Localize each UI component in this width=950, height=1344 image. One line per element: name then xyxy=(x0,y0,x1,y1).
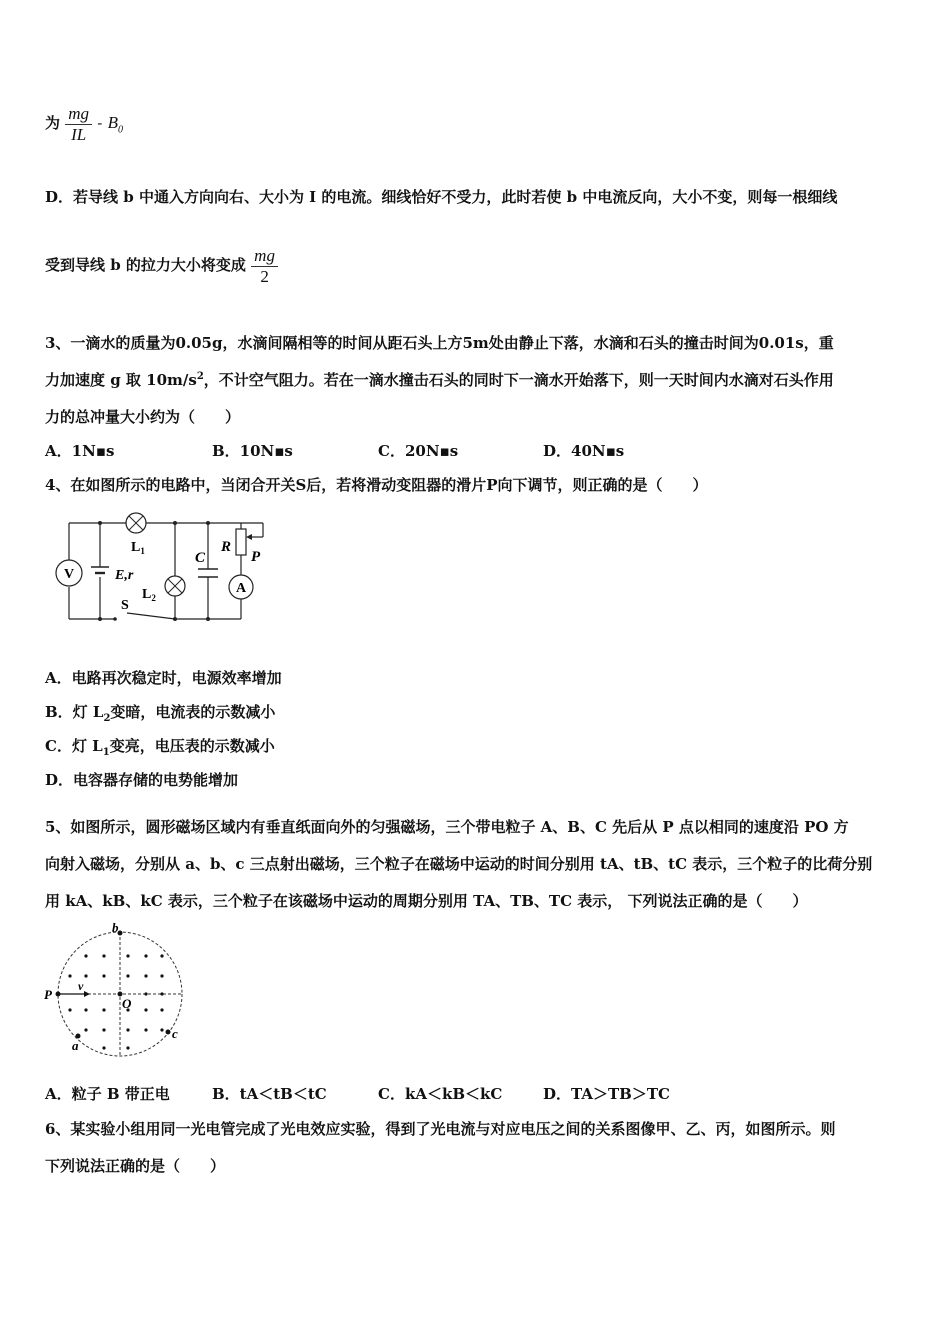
lamp-l1-label: $L_1$ xyxy=(131,540,145,556)
q4-option-c: C．灯 $L_1$变亮，电压表的示数减小 xyxy=(45,737,275,758)
q3-option-a: A．1N▪s xyxy=(45,442,115,460)
exit-c-marker xyxy=(166,1030,171,1035)
fraction-numerator: mg xyxy=(251,246,278,267)
q2-option-d-line2 xyxy=(45,246,278,286)
fraction-mg-over-il xyxy=(65,104,92,144)
slider-arrow-icon xyxy=(246,534,252,540)
label-o: O xyxy=(122,996,132,1011)
capacitor-label: C xyxy=(195,550,206,566)
b0-symbol: $B_0$ xyxy=(107,113,123,136)
q3-option-d: D．40N▪s xyxy=(543,442,625,460)
switch-contact-icon xyxy=(113,617,117,621)
velocity-arrow-icon xyxy=(84,991,90,997)
q5-stem-line1: 5、如图所示，圆形磁场区域内有垂直纸面向外的匀强磁场，三个带电粒子 A、B、C 先后从 P 点以相同的速度沿 PO 方 xyxy=(45,818,849,836)
q3-option-b: B．10N▪s xyxy=(212,442,293,460)
q2-option-d-text: 受到导线 b 的拉力大小将变成 xyxy=(45,256,246,275)
q5-option-c: C．kA＜kB＜kC xyxy=(378,1085,503,1103)
q6-stem-line2: 下列说法正确的是（ ） xyxy=(45,1157,226,1175)
q5-option-b: B．tA＜tB＜tC xyxy=(212,1085,327,1103)
q2-prefix: 为 xyxy=(45,114,61,133)
q4-stem: 4、在如图所示的电路中，当闭合开关S后，若将滑动变阻器的滑片P向下调节，则正确的是（ ） xyxy=(45,476,708,494)
q3-stem-line2: 力加速度 g 取 $10m/s^2$，不计空气阻力。若在一滴水撞击石头的同时下一滴水开始落下，则一天时间内水滴对石头作用 xyxy=(45,371,834,389)
q5-option-d: D．TA＞TB＞TC xyxy=(543,1085,670,1103)
q4-option-a: A．电路再次稳定时，电源效率增加 xyxy=(45,669,282,687)
label-c: c xyxy=(172,1026,178,1041)
emf-label: E,r xyxy=(115,568,134,583)
q6-stem-line1: 6、某实验小组用同一光电管完成了光电效应实验，得到了光电流与对应电压之间的关系图像甲、乙、丙，如图所示。则 xyxy=(45,1120,836,1138)
q3-stem-line1: 3、一滴水的质量为0.05g，水滴间隔相等的时间从距石头上方5m处由静止下落，水滴和石头的撞击时间为0.01s，重 xyxy=(45,334,834,352)
lamp-l2-label: $L_2$ xyxy=(142,587,156,603)
resistor-label: R xyxy=(221,539,232,555)
rheostat-icon xyxy=(236,529,246,555)
label-b: b xyxy=(112,920,119,935)
fraction-mg-over-2 xyxy=(251,246,278,286)
fraction-denominator: IL xyxy=(71,124,87,144)
q5-option-a: A．粒子 B 带正电 xyxy=(45,1085,170,1103)
q2-answer-expression xyxy=(45,104,123,144)
voltmeter-label: V xyxy=(63,567,75,582)
q5-stem-line2: 向射入磁场，分别从 a、b、c 三点射出磁场，三个粒子在磁场中运动的时间分别用 tA、tB、tC 表示，三个粒子的比荷分别 xyxy=(45,855,873,873)
q5-stem-line3: 用 kA、kB、kC 表示，三个粒子在该磁场中运动的周期分别用 TA、TB、TC 表示， 下列说法正确的是（ ） xyxy=(45,892,808,910)
label-p: P xyxy=(44,987,52,1002)
q4-circuit-diagram xyxy=(45,505,285,630)
field-dot-grid xyxy=(68,954,163,1049)
label-a: a xyxy=(72,1038,79,1053)
label-v: v xyxy=(78,979,84,993)
q3-option-c: C．20N▪s xyxy=(378,442,459,460)
fraction-denominator: 2 xyxy=(260,266,269,286)
q3-stem-line3: 力的总冲量大小约为（ ） xyxy=(45,408,241,426)
q4-option-b: B．灯 $L_2$变暗，电流表的示数减小 xyxy=(45,703,276,724)
q2-option-d-line1: D．若导线 b 中通入方向向右、大小为 I 的电流。细线恰好不受力，此时若使 b 中电流反向，大小不变，则每一根细线 xyxy=(45,188,838,206)
fraction-numerator: mg xyxy=(65,104,92,125)
switch-label: S xyxy=(121,598,129,613)
ammeter-label: A xyxy=(235,581,247,596)
q5-magnetic-field-diagram xyxy=(40,920,190,1060)
slider-label: P xyxy=(251,549,261,565)
minus-sign: - xyxy=(97,114,103,133)
q4-option-d: D．电容器存储的电势能增加 xyxy=(45,771,239,789)
